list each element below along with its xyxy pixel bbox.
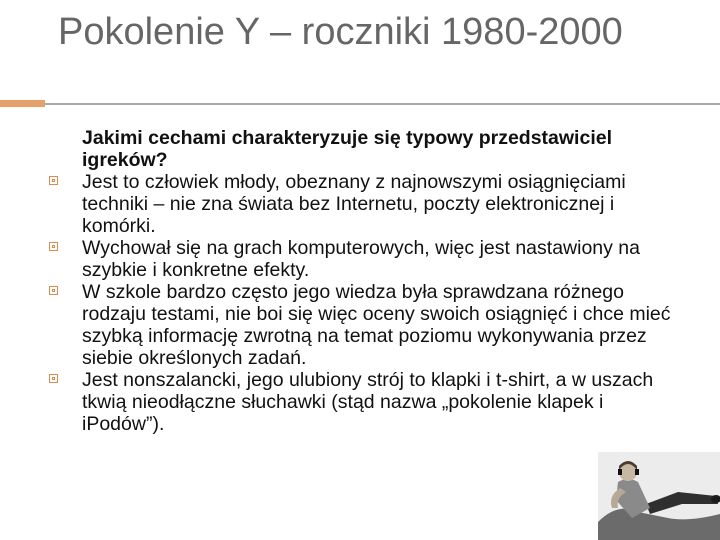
bullet-item	[82, 281, 682, 369]
bullet-list	[82, 171, 682, 435]
bullet-text: Wychował się na grach komputerowych, więc jest nastawiony na szybkie i konkretne efekty.	[82, 237, 640, 281]
bullet-text: W szkole bardzo często jego wiedza była sprawdzana różnego rodzaju testami, nie boi się więc oceny swoich osiągnięć i chce mieć szybką informację zwrotną na temat poziomu wykonywania przez siebie określonych zadań.	[82, 281, 671, 369]
bullet-item	[82, 369, 682, 435]
square-bullet-icon	[49, 286, 58, 295]
square-bullet-icon	[49, 374, 58, 383]
slide-title: Pokolenie Y – roczniki 1980-2000	[58, 11, 623, 53]
title-accent-bar	[0, 100, 45, 107]
slide-content	[82, 127, 682, 435]
bullet-item	[82, 237, 682, 281]
square-bullet-icon	[49, 242, 58, 251]
reclining-person-image	[598, 452, 720, 540]
title-divider	[45, 103, 720, 105]
bullet-item	[82, 171, 682, 237]
bullet-text: Jest to człowiek młody, obeznany z najnowszymi osiągnięciami techniki – nie zna świata bez Internetu, poczty elektronicznej i komórki.	[82, 171, 626, 237]
square-bullet-icon	[49, 176, 58, 185]
bullet-text: Jest nonszalancki, jego ulubiony strój to klapki i t-shirt, a w uszach tkwią nieodłączne słuchawki (stąd nazwa „pokolenie klapek i iPodów”).	[82, 369, 654, 435]
intro-question: Jakimi cechami charakteryzuje się typowy przedstawiciel igreków?	[82, 127, 613, 171]
